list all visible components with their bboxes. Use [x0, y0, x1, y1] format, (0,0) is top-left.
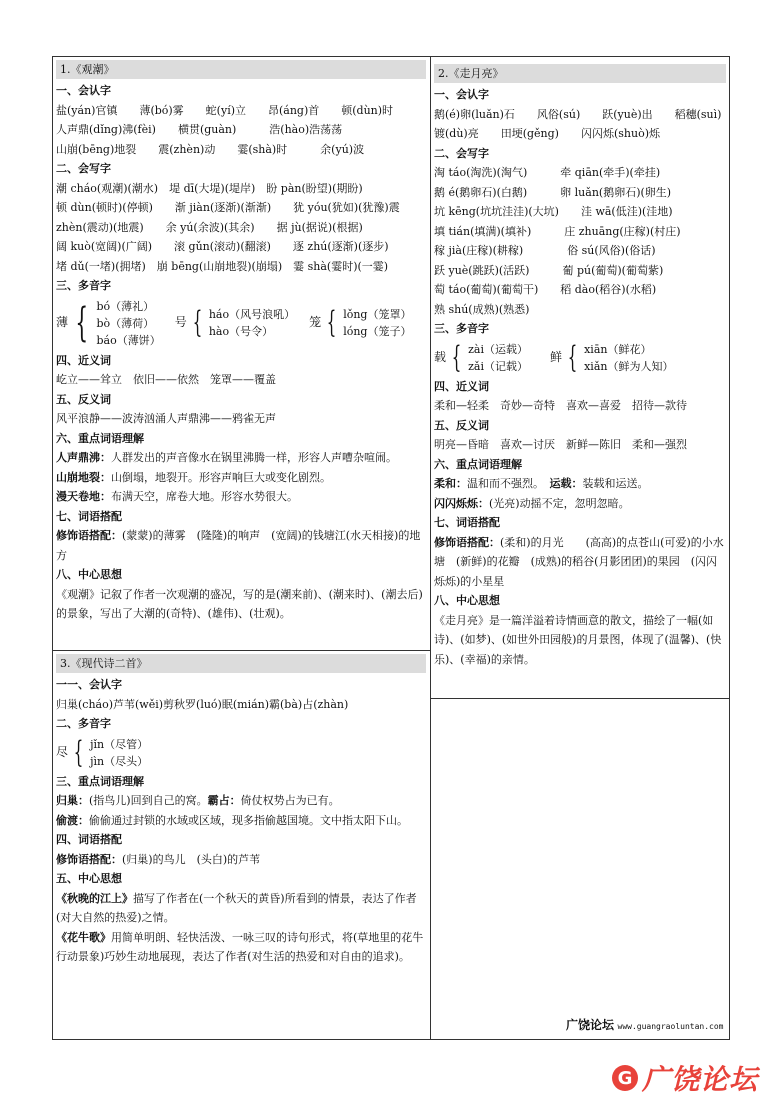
heading: 八、中心思想	[434, 594, 500, 607]
text-line: 顿 dùn(顿时)(停顿) 渐 jiàn(逐渐)(渐渐) 犹 yóu(犹如)(犹豫)震	[56, 201, 400, 214]
polyphone-char: 鲜	[549, 349, 562, 364]
text-line: 鹅(é)卵(luǎn)石 风俗(sú) 跃(yuè)出 稻穗(suì)	[434, 107, 722, 121]
collocation	[56, 850, 426, 870]
logo-icon: G	[612, 1065, 638, 1091]
term-text: 山倒塌，地裂开。形容声响巨大或变化剧烈。	[111, 470, 331, 484]
footer-url: www.guangraoluntan.com	[617, 1022, 724, 1031]
term: 闪闪烁烁：	[434, 496, 489, 510]
text-line: 潮 cháo(观潮)(潮水) 堤 dī(大堤)(堤岸) 盼 pàn(盼望)(期盼)	[56, 181, 363, 195]
heading: 六、重点词语理解	[434, 457, 522, 471]
polyphone-row	[56, 736, 426, 770]
text-line: 鹅 é(鹅卵石)(白鹅) 卵 luǎn(鹅卵石)(卵生)	[434, 185, 672, 199]
definition	[434, 494, 726, 514]
polyphone-char: 笼	[309, 315, 322, 330]
text-line: 熟 shú(成熟)(熟悉)	[434, 302, 530, 316]
definition	[56, 468, 426, 488]
main-idea	[56, 928, 426, 967]
site-logo	[612, 1058, 758, 1098]
text-line: 柔和—轻柔 奇妙—奇特 喜欢—喜爱 招待—款待	[434, 399, 687, 412]
heading: 五、中心思想	[56, 872, 122, 885]
poem-title: 《花牛歌》	[56, 930, 111, 944]
heading: 二、会写字	[434, 146, 489, 160]
text-line: 跃 yuè(跳跃)(活跃) 葡 pú(葡萄)(葡萄紫)	[434, 263, 664, 277]
term-text: (蒙蒙)的薄雾 (隆隆)的响声 (宽阔)的钱塘江(水天相接)的地方	[56, 529, 421, 562]
heading: 二、多音字	[56, 717, 111, 730]
heading: 五、反义词	[56, 392, 111, 406]
collocation	[434, 533, 726, 592]
brace-icon: {	[567, 339, 578, 375]
heading: 一一、会认字	[56, 678, 122, 691]
brace-icon: {	[75, 300, 89, 346]
polyphone-item: zài（运载）	[468, 342, 528, 356]
term-text: (归巢)的鸟儿 (头白)的芦苇	[122, 852, 261, 866]
term-text: 人群发出的声音像水在锅里沸腾一样，形容人声嘈杂喧闹。	[111, 451, 397, 464]
footer-brand	[566, 1016, 723, 1033]
heading: 七、词语搭配	[434, 516, 500, 529]
term-text: 布满天空，席卷大地。形容水势很大。	[111, 490, 298, 503]
brace-icon: {	[326, 305, 337, 340]
polyphone-group	[56, 298, 161, 349]
term: 偷渡：	[56, 813, 89, 827]
brace-icon: {	[73, 734, 84, 770]
polyphone-item: lóng（笼子）	[343, 325, 412, 338]
term-text: 描写了作者在(一个秋天的黄昏)所看到的情景，表达了作者(对大自然的热爱)之情。	[56, 891, 417, 924]
polyphone-item: jǐn（尽管）	[90, 737, 149, 751]
lesson-title: 2.《走月亮》	[434, 64, 726, 83]
heading: 三、多音字	[434, 322, 489, 335]
lesson-title: 3.《现代诗二首》	[56, 654, 426, 673]
text-line: 风平浪静——波涛汹涌人声鼎沸——鸦雀无声	[56, 412, 276, 425]
heading: 二、会写字	[56, 162, 111, 175]
polyphone-group	[56, 736, 148, 770]
lesson-2-section	[434, 64, 726, 669]
heading: 六、重点词语理解	[56, 431, 144, 445]
term: 修饰语搭配：	[56, 852, 122, 866]
text-line: 坑 kēng(坑坑洼洼)(大坑) 洼 wā(低洼)(洼地)	[434, 205, 673, 218]
heading: 三、重点词语理解	[56, 774, 144, 788]
heading: 一、会认字	[434, 88, 489, 101]
polyphone-item: bó（薄礼）	[96, 299, 155, 313]
term-text: (柔和)的月光 (高高)的点苍山(可爱)的小水塘 (新鲜)的花瓣 (成熟)的稻谷(月影团团)的果园 (闪闪烁烁)的小星星	[434, 535, 724, 588]
polyphone-group	[434, 341, 528, 375]
definition	[56, 811, 426, 831]
poem-title: 《秋晚的江上》	[56, 891, 133, 905]
polyphone-item: zǎi（记载）	[468, 359, 528, 373]
polyphone-item: háo（风号浪吼）	[208, 308, 296, 321]
polyphone-row	[434, 341, 726, 375]
term: 运载：	[549, 477, 583, 490]
polyphone-item: lǒng（笼罩）	[343, 308, 412, 321]
term: 漫天卷地：	[56, 490, 111, 503]
definition	[56, 791, 426, 811]
text-line: 归巢(cháo)芦苇(wěi)剪秋罗(luó)眠(mián)霸(bà)占(zhàn)	[56, 697, 349, 711]
term: 霸占：	[207, 794, 241, 807]
text-line: 盐(yán)官镇 薄(bó)雾 蛇(yí)立 昂(áng)首 顿(dùn)时	[56, 103, 394, 117]
heading: 四、近义词	[56, 353, 111, 367]
text-line: 淘 táo(淘洗)(淘气) 牵 qiān(牵手)(牵挂)	[434, 166, 661, 179]
heading: 八、中心思想	[56, 568, 122, 581]
polyphone-group	[309, 306, 411, 340]
footer-brand-name: 广饶论坛	[566, 1018, 615, 1032]
section-divider	[52, 650, 430, 651]
polyphone-group	[175, 306, 295, 340]
column-divider	[430, 56, 431, 1040]
term-text: 装载和运送。	[582, 477, 649, 490]
term-text: 偷偷通过封锁的水域或区域，现多指偷越国境。文中指太阳下山。	[89, 813, 408, 827]
main-idea: 《走月亮》是一篇洋溢着诗情画意的散文，描绘了一幅(如诗)、(如梦)、(如世外田园般)的月景图，体现了(温馨)、(快乐)、(幸福)的亲情。	[434, 613, 722, 666]
definition	[56, 487, 426, 507]
term-text: 温和而不强烈。	[467, 477, 539, 490]
main-idea: 《观潮》记叙了作者一次观潮的盛况，写的是(潮来前)、(潮来时)、(潮去后)的景象，写出了大潮的(奇特)、(雄伟)、(壮观)。	[56, 587, 423, 620]
text-line: 稼 jià(庄稼)(耕稼) 俗 sú(风俗)(俗话)	[434, 244, 656, 257]
brace-icon: {	[192, 305, 203, 340]
text-line: 人声鼎(dǐng)沸(fèi) 横贯(guàn) 浩(hào)浩荡荡	[56, 123, 343, 136]
heading: 七、词语搭配	[56, 509, 122, 523]
main-idea	[56, 889, 426, 928]
heading: 一、会认字	[56, 84, 111, 97]
lesson-3-section	[56, 654, 426, 967]
text-line: 堵 dǔ(一堵)(拥堵) 崩 bēng(山崩地裂)(崩塌) 霎 shà(霎时)(一霎)	[56, 259, 389, 273]
text-line: 萄 táo(葡萄)(葡萄干) 稻 dào(稻谷)(水稻)	[434, 283, 657, 296]
term: 柔和：	[434, 477, 467, 490]
text-line: zhèn(震动)(地震) 余 yú(余波)(其余) 据 jù(据说)(根据)	[56, 220, 363, 234]
polyphone-char: 号	[174, 315, 187, 330]
text-line: 镀(dù)亮 田埂(gěng) 闪闪烁(shuò)烁	[434, 127, 660, 140]
heading: 五、反义词	[434, 418, 489, 432]
polyphone-item: hào（号令）	[208, 325, 274, 338]
heading: 三、多音字	[56, 279, 111, 292]
term: 人声鼎沸：	[56, 451, 111, 464]
lesson-title: 1.《观潮》	[56, 60, 426, 79]
term: 修饰语搭配：	[56, 529, 122, 542]
text-line: 阔 kuò(宽阔)(广阔) 滚 gǔn(滚动)(翻滚) 逐 zhú(逐渐)(逐步)	[56, 240, 389, 253]
heading: 四、近义词	[434, 379, 489, 393]
lesson-1-section	[56, 60, 426, 624]
polyphone-char: 薄	[56, 315, 69, 330]
text-line: 屹立——耸立 依旧——依然 笼罩——覆盖	[56, 373, 276, 386]
term-text: (指鸟儿)回到自己的窝。	[89, 794, 208, 807]
polyphone-item: báo（薄饼）	[96, 333, 161, 347]
polyphone-item: bò（薄荷）	[96, 316, 155, 330]
term: 归巢：	[56, 794, 89, 807]
text-line: 填 tián(填满)(填补) 庄 zhuāng(庄稼)(村庄)	[434, 224, 681, 238]
polyphone-group	[550, 341, 673, 375]
term-text: (光亮)动摇不定，忽明忽暗。	[489, 496, 630, 510]
term: 山崩地裂：	[56, 470, 111, 484]
text-line: 明亮—昏暗 喜欢—讨厌 新鲜—陈旧 柔和—强烈	[434, 438, 687, 451]
term-text: 倚仗权势占为已有。	[240, 794, 340, 807]
heading: 四、词语搭配	[56, 833, 122, 846]
definition	[434, 474, 726, 494]
term: 修饰语搭配：	[434, 535, 500, 549]
text-line: 山崩(bēng)地裂 震(zhèn)动 霎(shà)时 余(yú)波	[56, 142, 365, 156]
logo-text: 广饶论坛	[642, 1063, 759, 1096]
polyphone-item: xiān（鲜花）	[584, 342, 652, 356]
polyphone-char: 载	[434, 349, 447, 364]
term-text: 用简单明朗、轻快活泼、一咏三叹的诗句形式，将(草地里的花牛行动景象)巧妙生动地展现，表达了作者(对生活的热爱和对自由的追求)。	[56, 930, 424, 963]
polyphone-char: 尽	[56, 744, 69, 759]
polyphone-row	[56, 298, 426, 349]
definition	[56, 448, 426, 468]
brace-icon: {	[451, 339, 462, 375]
collocation	[56, 526, 426, 565]
polyphone-item: xiǎn（鲜为人知）	[584, 359, 674, 373]
section-divider	[430, 698, 730, 699]
polyphone-item: jìn（尽头）	[90, 754, 149, 768]
